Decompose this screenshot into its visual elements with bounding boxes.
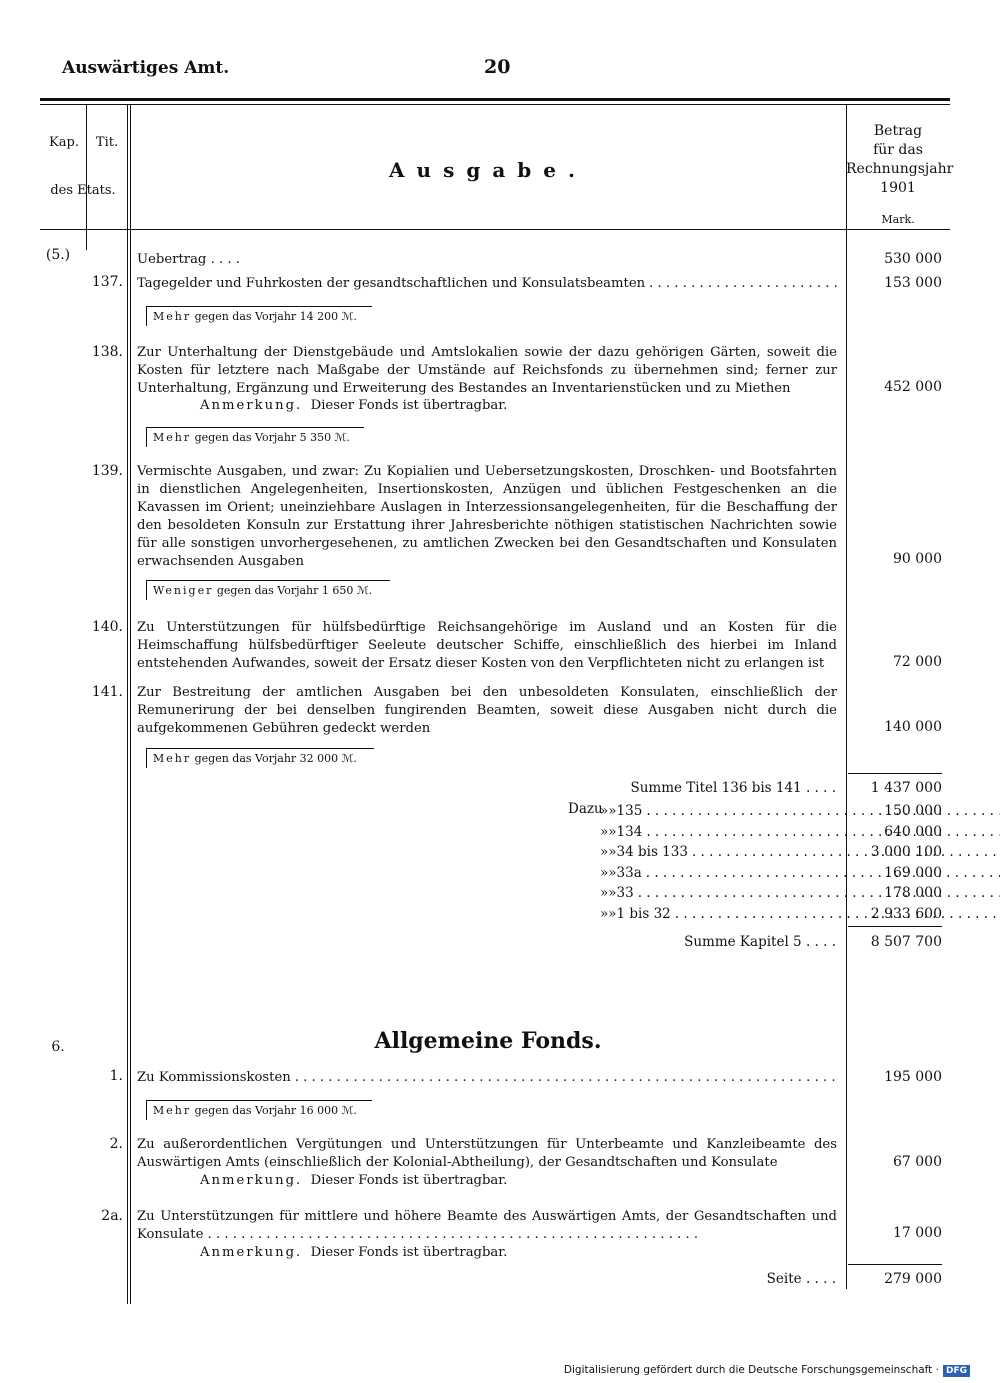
titel-amount: 195 000 bbox=[884, 1069, 942, 1085]
titel-text: Zur Bestreitung der amtlichen Ausgaben bei den unbesoldeten Konsulaten, einschließlich der Remunerirung der bei denselben fungirenden Beamten, soweit diese Ausgaben nicht durch die aufgekommenen Gebühren gedeckt werden bbox=[137, 685, 837, 736]
sum-rule bbox=[848, 926, 942, 927]
uebertrag-label: Uebertrag . . . . bbox=[137, 252, 240, 267]
kapitel-number: 6. bbox=[51, 1039, 65, 1055]
header-mark: Mark. bbox=[881, 213, 915, 226]
titel-text: Zu Unterstützungen für mittlere und höhere Beamte des Auswärtigen Amts, der Gesandtschaften und Konsulate . . . . . . . . . . . . . . . . . . . . . . . . . . . . . . . . . . . . . . . . . . . . . . . . . . . . . . . . . . . bbox=[137, 1209, 837, 1242]
titel-number: 140. bbox=[91, 619, 123, 635]
titel-amount: 90 000 bbox=[893, 551, 942, 567]
titel-number: 2a. bbox=[101, 1208, 123, 1224]
titel-number: 138. bbox=[91, 344, 123, 360]
header-betrag-line1: Betrag bbox=[873, 123, 923, 139]
dazu-amount: 2 933 600 bbox=[870, 905, 942, 922]
change-note: Mehr gegen das Vorjahr 16 000 ℳ. bbox=[146, 1100, 372, 1120]
sum-rule bbox=[848, 1264, 942, 1265]
titel-amount: 140 000 bbox=[884, 719, 942, 735]
dazu-row: » » 134 . . . bbox=[600, 822, 836, 843]
top-rule-thin bbox=[40, 104, 950, 105]
header-betrag-line4: 1901 bbox=[880, 180, 916, 196]
dfg-logo: DFG bbox=[943, 1365, 970, 1377]
annotation: Anmerkung. Dieser Fonds ist übertragbar. bbox=[200, 398, 508, 413]
header-tit: Tit. bbox=[95, 135, 119, 150]
titel-number: 1. bbox=[109, 1068, 123, 1084]
titel-amount: 67 000 bbox=[893, 1154, 942, 1170]
change-note: Weniger gegen das Vorjahr 1 650 ℳ. bbox=[146, 580, 390, 600]
digitization-footer: Digitalisierung gefördert durch die Deutsche Forschungsgemeinschaft · DFG bbox=[564, 1364, 970, 1377]
titel-text: Zu außerordentlichen Vergütungen und Unterstützungen für Unterbeamte und Kanzleibeamte des Auswärtigen Amts (einschließlich der Kolonial-Abtheilung), der Gesandtschaften und Konsulate bbox=[137, 1137, 837, 1170]
titel-amount: 72 000 bbox=[893, 654, 942, 670]
change-note: Mehr gegen das Vorjahr 5 350 ℳ. bbox=[146, 427, 364, 447]
dazu-amount: 3 000 100 bbox=[870, 844, 942, 860]
summe-kapitel-label: Summe Kapitel 5 . . . . bbox=[684, 934, 836, 950]
dazu-rows bbox=[600, 801, 836, 924]
dazu-label: Dazu bbox=[568, 801, 603, 817]
change-note: Mehr gegen das Vorjahr 32 000 ℳ. bbox=[146, 748, 374, 768]
titel-text: Vermischte Ausgaben, und zwar: Zu Kopialien und Uebersetzungskosten, Droschken- und Bootsfahrten in dienstlichen Angelegenheiten, Insertionskosten, Anzügen und üblichen Festgeschenken an die Kavassen im Orient; uneinziehbare Auslagen in Interzessionsangelegenheiten, für die Beschaffung der den besoldeten Konsuln zur Erstattung ihrer Jahresberichte nöthigen statistischen Nachrichten sowie für alle sonstigen unvorhergesehenen, zu amtlichen Zwecken bei den Gesandtschaften und Konsulaten erwachsenden Ausgaben bbox=[137, 464, 837, 569]
titel-number: 139. bbox=[91, 463, 123, 479]
header-bottom-rule bbox=[40, 229, 950, 230]
dazu-amount: 150 000 bbox=[884, 803, 942, 819]
titel-amount: 153 000 bbox=[884, 275, 942, 291]
header-kap: Kap. bbox=[49, 135, 79, 150]
header-betrag bbox=[846, 122, 954, 198]
seite-amount: 279 000 bbox=[884, 1271, 942, 1287]
top-rule-thick bbox=[40, 98, 950, 101]
summe-titel-label: Summe Titel 136 bis 141 . . . . bbox=[630, 780, 836, 796]
summe-titel-amount: 1 437 000 bbox=[870, 780, 942, 796]
dazu-amount: 640 000 bbox=[884, 823, 942, 840]
titel-amount: 17 000 bbox=[893, 1225, 942, 1241]
annotation: Anmerkung. Dieser Fonds ist übertragbar. bbox=[200, 1245, 508, 1260]
dazu-row: » » 1 bis 32 . . . bbox=[600, 904, 836, 925]
dazu-row: » » 33a . . . bbox=[600, 863, 836, 884]
uebertrag-amount: 530 000 bbox=[884, 251, 942, 267]
section-title-allgemeine-fonds: Allgemeine Fonds. bbox=[374, 1028, 602, 1054]
titel-number: 137. bbox=[91, 274, 123, 290]
page-number: 20 bbox=[484, 56, 511, 78]
dazu-amount: 178 000 bbox=[884, 885, 942, 901]
kapitel-number: (5.) bbox=[45, 247, 71, 263]
section-title-ausgabe: Ausgabe. bbox=[389, 158, 587, 182]
col-divider-amount bbox=[846, 104, 847, 1289]
header-betrag-line3: Rechnungsjahr bbox=[846, 161, 954, 177]
titel-text: Zu Unterstützungen für hülfsbedürftige Reichsangehörige im Ausland und an Kosten für die Heimschaffung hülfsbedürftiger Seeleute deutscher Schiffe, einschließlich des hierbei im Inland entstehenden Aufwandes, soweit der Ersatz dieser Kosten von den Verpflichteten nicht zu erlangen ist bbox=[137, 620, 837, 671]
header-betrag-line2: für das bbox=[873, 142, 923, 158]
dazu-amounts bbox=[848, 801, 942, 924]
titel-amount: 452 000 bbox=[884, 379, 942, 395]
col-divider-kap bbox=[86, 104, 87, 250]
annotation: Anmerkung. Dieser Fonds ist übertragbar. bbox=[200, 1173, 508, 1188]
titel-text: Zur Unterhaltung der Dienstgebäude und Amtslokalien sowie der dazu gehörigen Gärten, soweit die Kosten für letztere nach Maßgabe der Umstände auf Reichsfonds zu übernehmen sind; ferner zur Unterhaltung, Ergänzung und Erweiterung des Bestandes an Inventarienstücken und zu Miethen bbox=[137, 345, 837, 396]
titel-number: 141. bbox=[91, 684, 123, 700]
header-des-etats: des Etats. bbox=[50, 183, 116, 198]
titel-text: Zu Kommissionskosten . . . bbox=[137, 1069, 837, 1087]
change-note: Mehr gegen das Vorjahr 14 200 ℳ. bbox=[146, 306, 372, 326]
dazu-row: » » 34 bis 133 . . . bbox=[600, 842, 836, 863]
titel-text: Tagegelder und Fuhrkosten der gesandtschaftlichen und Konsulatsbeamten . . . bbox=[137, 275, 837, 293]
dazu-row: » » 33 . . . bbox=[600, 883, 836, 904]
summe-kapitel-amount: 8 507 700 bbox=[870, 934, 942, 950]
col-divider-tit2 bbox=[130, 104, 131, 1304]
dazu-amount: 169 000 bbox=[884, 864, 942, 881]
dazu-row: » » 135 . . . bbox=[600, 801, 836, 822]
col-divider-tit bbox=[127, 104, 128, 1304]
running-header: Auswärtiges Amt. bbox=[62, 58, 230, 78]
sum-rule bbox=[848, 773, 942, 774]
seite-label: Seite . . . . bbox=[766, 1271, 836, 1287]
titel-number: 2. bbox=[109, 1136, 123, 1152]
